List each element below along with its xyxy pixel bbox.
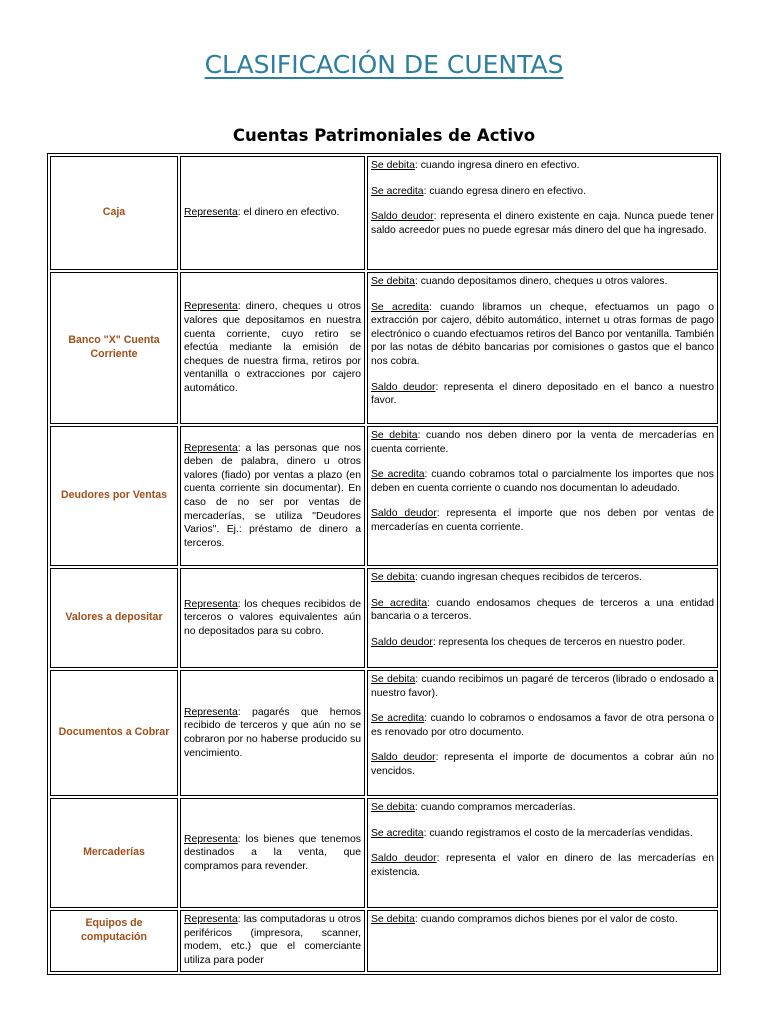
account-rules xyxy=(367,568,718,668)
credit-rule: Se acredita: cuando lo cobramos o endosamos a favor de otra persona o es renovado por otro documento. xyxy=(371,713,715,738)
balance-rule: Saldo deudor: representa el valor en dinero de las mercaderías en existencia. xyxy=(371,853,714,878)
page-title: CLASIFICACIÓN DE CUENTAS xyxy=(204,50,564,79)
account-rules xyxy=(367,798,718,908)
balance-rule: Saldo deudor: representa los cheques de terceros en nuestro poder. xyxy=(371,636,686,648)
table-row xyxy=(50,910,718,972)
account-rules xyxy=(367,156,718,270)
balance-rule: Saldo deudor: representa el dinero existente en caja. Nunca puede tener saldo acreedor pues no puede egresar más dinero del que ha ingresado. xyxy=(371,211,714,236)
debit-rule: Se debita: cuando ingresan cheques recibidos de terceros. xyxy=(371,572,642,583)
debit-rule: Se debita: cuando compramos dichos bienes por el valor de costo. xyxy=(371,914,678,925)
account-description: Representa: el dinero en efectivo. xyxy=(180,156,365,270)
account-description: Representa: pagarés que hemos recibido de terceros y que aún no se cobraron por no haberse producido su vencimiento. xyxy=(180,670,365,796)
account-name: Banco "X" Cuenta Corriente xyxy=(50,272,178,424)
table-row xyxy=(50,156,718,270)
credit-rule: Se acredita: cuando registramos el costo de la mercaderías vendidas. xyxy=(371,827,693,839)
account-name: Mercaderías xyxy=(50,798,178,908)
account-rules xyxy=(367,670,718,796)
account-description: Representa: las computadoras u otros periféricos (impresora, scanner, modem, etc.) que el comerciante utiliza para poder xyxy=(180,910,365,972)
account-name: Equipos de computación xyxy=(50,910,178,972)
debit-rule: Se debita: cuando compramos mercaderías. xyxy=(371,802,576,813)
debit-rule: Se debita: cuando ingresa dinero en efectivo. xyxy=(371,160,580,171)
account-description: Representa: a las personas que nos deben de palabra, dinero u otros valores (fiado) por ventas a plazo (en cuenta corriente sin documentar). En caso de no ser por ventas de mercaderías, se utiliza "Deudores Varios". Ej.: préstamo de dinero a terceros. xyxy=(180,426,365,566)
debit-rule: Se debita: cuando recibimos un pagaré de terceros (librado o endosado a nuestro favor). xyxy=(371,674,714,699)
account-description: Representa: los cheques recibidos de terceros o valores equivalentes aún no depositados para su cobro. xyxy=(180,568,365,668)
section-subtitle: Cuentas Patrimoniales de Activo xyxy=(232,126,536,145)
table-row xyxy=(50,272,718,424)
account-rules xyxy=(367,910,718,972)
table-row xyxy=(50,568,718,668)
balance-rule: Saldo deudor: representa el dinero depositado en el banco a nuestro favor. xyxy=(371,381,714,407)
credit-rule: Se acredita: cuando libramos un cheque, efectuamos un pago o extracción por cajero, débito automático, internet u otras formas de pago electrónico o cuando efectuamos retiros del Banco por ventanilla. También por las notas de débito bancarias por comisiones o gastos que el banco nos cobra. xyxy=(371,301,715,367)
account-name: Documentos a Cobrar xyxy=(50,670,178,796)
table-row xyxy=(50,798,718,908)
account-description: Representa: los bienes que tenemos destinados a la venta, que compramos para revender. xyxy=(180,798,365,908)
account-rules xyxy=(367,426,718,566)
credit-rule: Se acredita: cuando egresa dinero en efectivo. xyxy=(371,185,586,197)
balance-rule: Saldo deudor: representa el importe de documentos a cobrar aún no vencidos. xyxy=(371,752,714,777)
account-name: Deudores por Ventas xyxy=(50,426,178,566)
debit-rule: Se debita: cuando nos deben dinero por la venta de mercaderías en cuenta corriente. xyxy=(371,430,714,455)
accounts-table xyxy=(47,153,721,975)
debit-rule: Se debita: cuando depositamos dinero, cheques u otros valores. xyxy=(371,276,668,287)
account-name: Valores a depositar xyxy=(50,568,178,668)
account-name: Caja xyxy=(50,156,178,270)
credit-rule: Se acredita: cuando cobramos total o parcialmente los importes que nos deben en cuenta corriente o cuando nos documentan lo adeudado. xyxy=(371,469,715,494)
account-description: Representa: dinero, cheques u otros valores que depositamos en nuestra cuenta corriente, cuyo retiro se efectúa mediante la emisión de cheques de nuestra firma, retiros por ventanilla o extracciones por cajero automático. xyxy=(180,272,365,424)
balance-rule: Saldo deudor: representa el importe que nos deben por ventas de mercaderías en cuenta corriente. xyxy=(371,508,714,533)
credit-rule: Se acredita: cuando endosamos cheques de terceros a una entidad bancaria o a terceros. xyxy=(371,597,714,623)
account-rules xyxy=(367,272,718,424)
table-row xyxy=(50,426,718,566)
table-row xyxy=(50,670,718,796)
